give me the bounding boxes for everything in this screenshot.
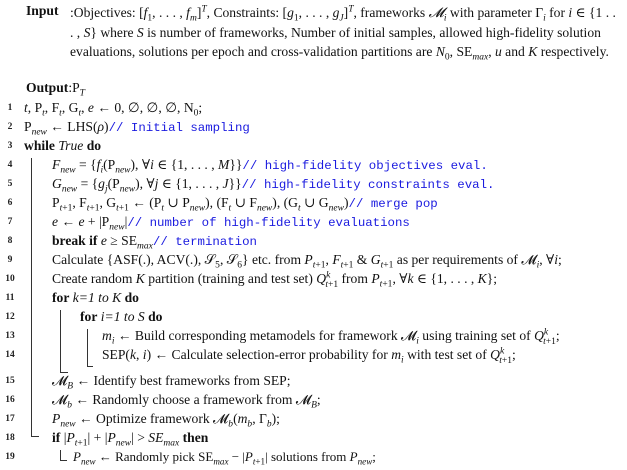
line-number: 3 <box>7 141 13 151</box>
for-k-block-bar <box>60 310 61 372</box>
line-number: 9 <box>7 255 13 265</box>
line-5: $G_{new} = \{g_j(P_{new})$, ∀j ∈ {1, . . . , J}}// high-fidelity constraints eval. <box>52 176 495 195</box>
for-i-block-bar <box>87 329 88 366</box>
while-block-bar <box>31 158 32 436</box>
line-number: 12 <box>5 312 15 322</box>
line-number: 5 <box>7 179 13 189</box>
line-3-while: while True do <box>24 138 102 153</box>
line-8: break if $e \ge SE_{max}//$ termination <box>52 233 257 252</box>
line-number: 2 <box>7 122 13 132</box>
line-1: t, $P_t$, $F_t$, $G_t$, e ← 0, ∅, ∅, ∅, $N_0$; <box>24 100 203 119</box>
line-2: $P_{new}$ ← LHS(ρ)// Initial sampling <box>24 119 250 138</box>
line-number: 17 <box>5 414 15 424</box>
comment: // merge pop <box>348 197 438 211</box>
line-11-for: for k=1 to K do <box>52 290 139 305</box>
output-label: Output <box>26 80 69 95</box>
comment: // Initial sampling <box>108 121 250 135</box>
line-16: 𝓜$_b$ ← Randomly choose a framework from 𝓜$_B$; <box>52 392 321 411</box>
line-14: SEP(k, i) ← Calculate selection-error probability for $m_i$ with test set of $Q^k_{t+1}$; <box>102 346 516 366</box>
line-number: 1 <box>7 103 13 113</box>
input-description: :Objectives: [$f_1$, . . . , $f_m]^T$, Constraints: [$g_1$, . . . , $g_J]^T$, frameworks 𝓜$_i$ with parameter $\Gamma_i$ for i ∈ {1 . . . , S} where S is number of frameworks, Number of initial samples, allowed high-fidelity solution evaluations, solutions per epoch and cross-validation partitions are $N_0$, $SE_{max}$, u and K respectively. <box>70 4 616 63</box>
line-number: 11 <box>5 293 15 303</box>
line-number: 18 <box>5 433 15 443</box>
line-number: 13 <box>5 331 15 341</box>
line-9: Calculate {ASF(.), ACV(.), 𝒮$_5$, 𝒮$_6$} etc. from $P_{t+1}$, $F_{t+1}$ & $G_{t+1}$ as per requirements of 𝓜$_i$, ∀i; <box>52 252 562 271</box>
line-7: e ← $e + |P_{new}|//$ number of high-fidelity evaluations <box>52 214 410 233</box>
comment: // high-fidelity objectives eval. <box>242 159 488 173</box>
line-number: 7 <box>7 217 13 227</box>
line-number: 15 <box>5 376 15 386</box>
line-number: 4 <box>7 160 13 170</box>
output-row: $Output:P_T$ <box>26 80 85 99</box>
line-6: $P_{t+1}$, $F_{t+1}$, $G_{t+1}$ ← ($P_t$ ∪ $P_{new}$), ($F_t$ ∪ $F_{new}$), ($G_t$ ∪ $G_{new})//$ merge pop <box>52 195 438 214</box>
input-label: Input <box>26 3 59 18</box>
comment: // number of high-fidelity evaluations <box>127 216 410 230</box>
line-4: $F_{new} = \{f_i(P_{new})$, ∀i ∈ {1, . . . , M}}// high-fidelity objectives eval. <box>52 157 488 176</box>
line-number: 8 <box>7 236 13 246</box>
line-12-for: for i=1 to S do <box>80 309 163 324</box>
line-number: 16 <box>5 395 15 405</box>
line-number: 14 <box>5 350 15 360</box>
line-13: $m_i$ ← Build corresponding metamodels for framework 𝓜$_i$ using training set of $Q^k_{t+1}$; <box>102 327 560 347</box>
line-18-if: if $|P_{t+1}| + |P_{new}| > SE_{max}$ then <box>52 430 209 449</box>
line-number: 19 <box>5 452 15 462</box>
line-10: Create random K partition (training and test set) $Q^k_{t+1}$ from $P_{t+1}$, ∀k ∈ {1, . . . , K}; <box>52 270 498 290</box>
line-17: $P_{new}$ ← Optimize framework $𝓜_b(m_b$, $\Gamma_b$); <box>52 411 280 430</box>
line-15: 𝓜$_B$ ← Identify best frameworks from SEP; <box>52 373 291 392</box>
comment: // termination <box>152 235 257 249</box>
comment: // high-fidelity constraints eval. <box>241 178 495 192</box>
line-number: 6 <box>7 198 13 208</box>
line-number: 10 <box>5 274 15 284</box>
line-19: $P_{new}$ ← Randomly pick $SE_{max} - |P_{t+1}|$ solutions from $P_{new}$; <box>60 449 376 465</box>
